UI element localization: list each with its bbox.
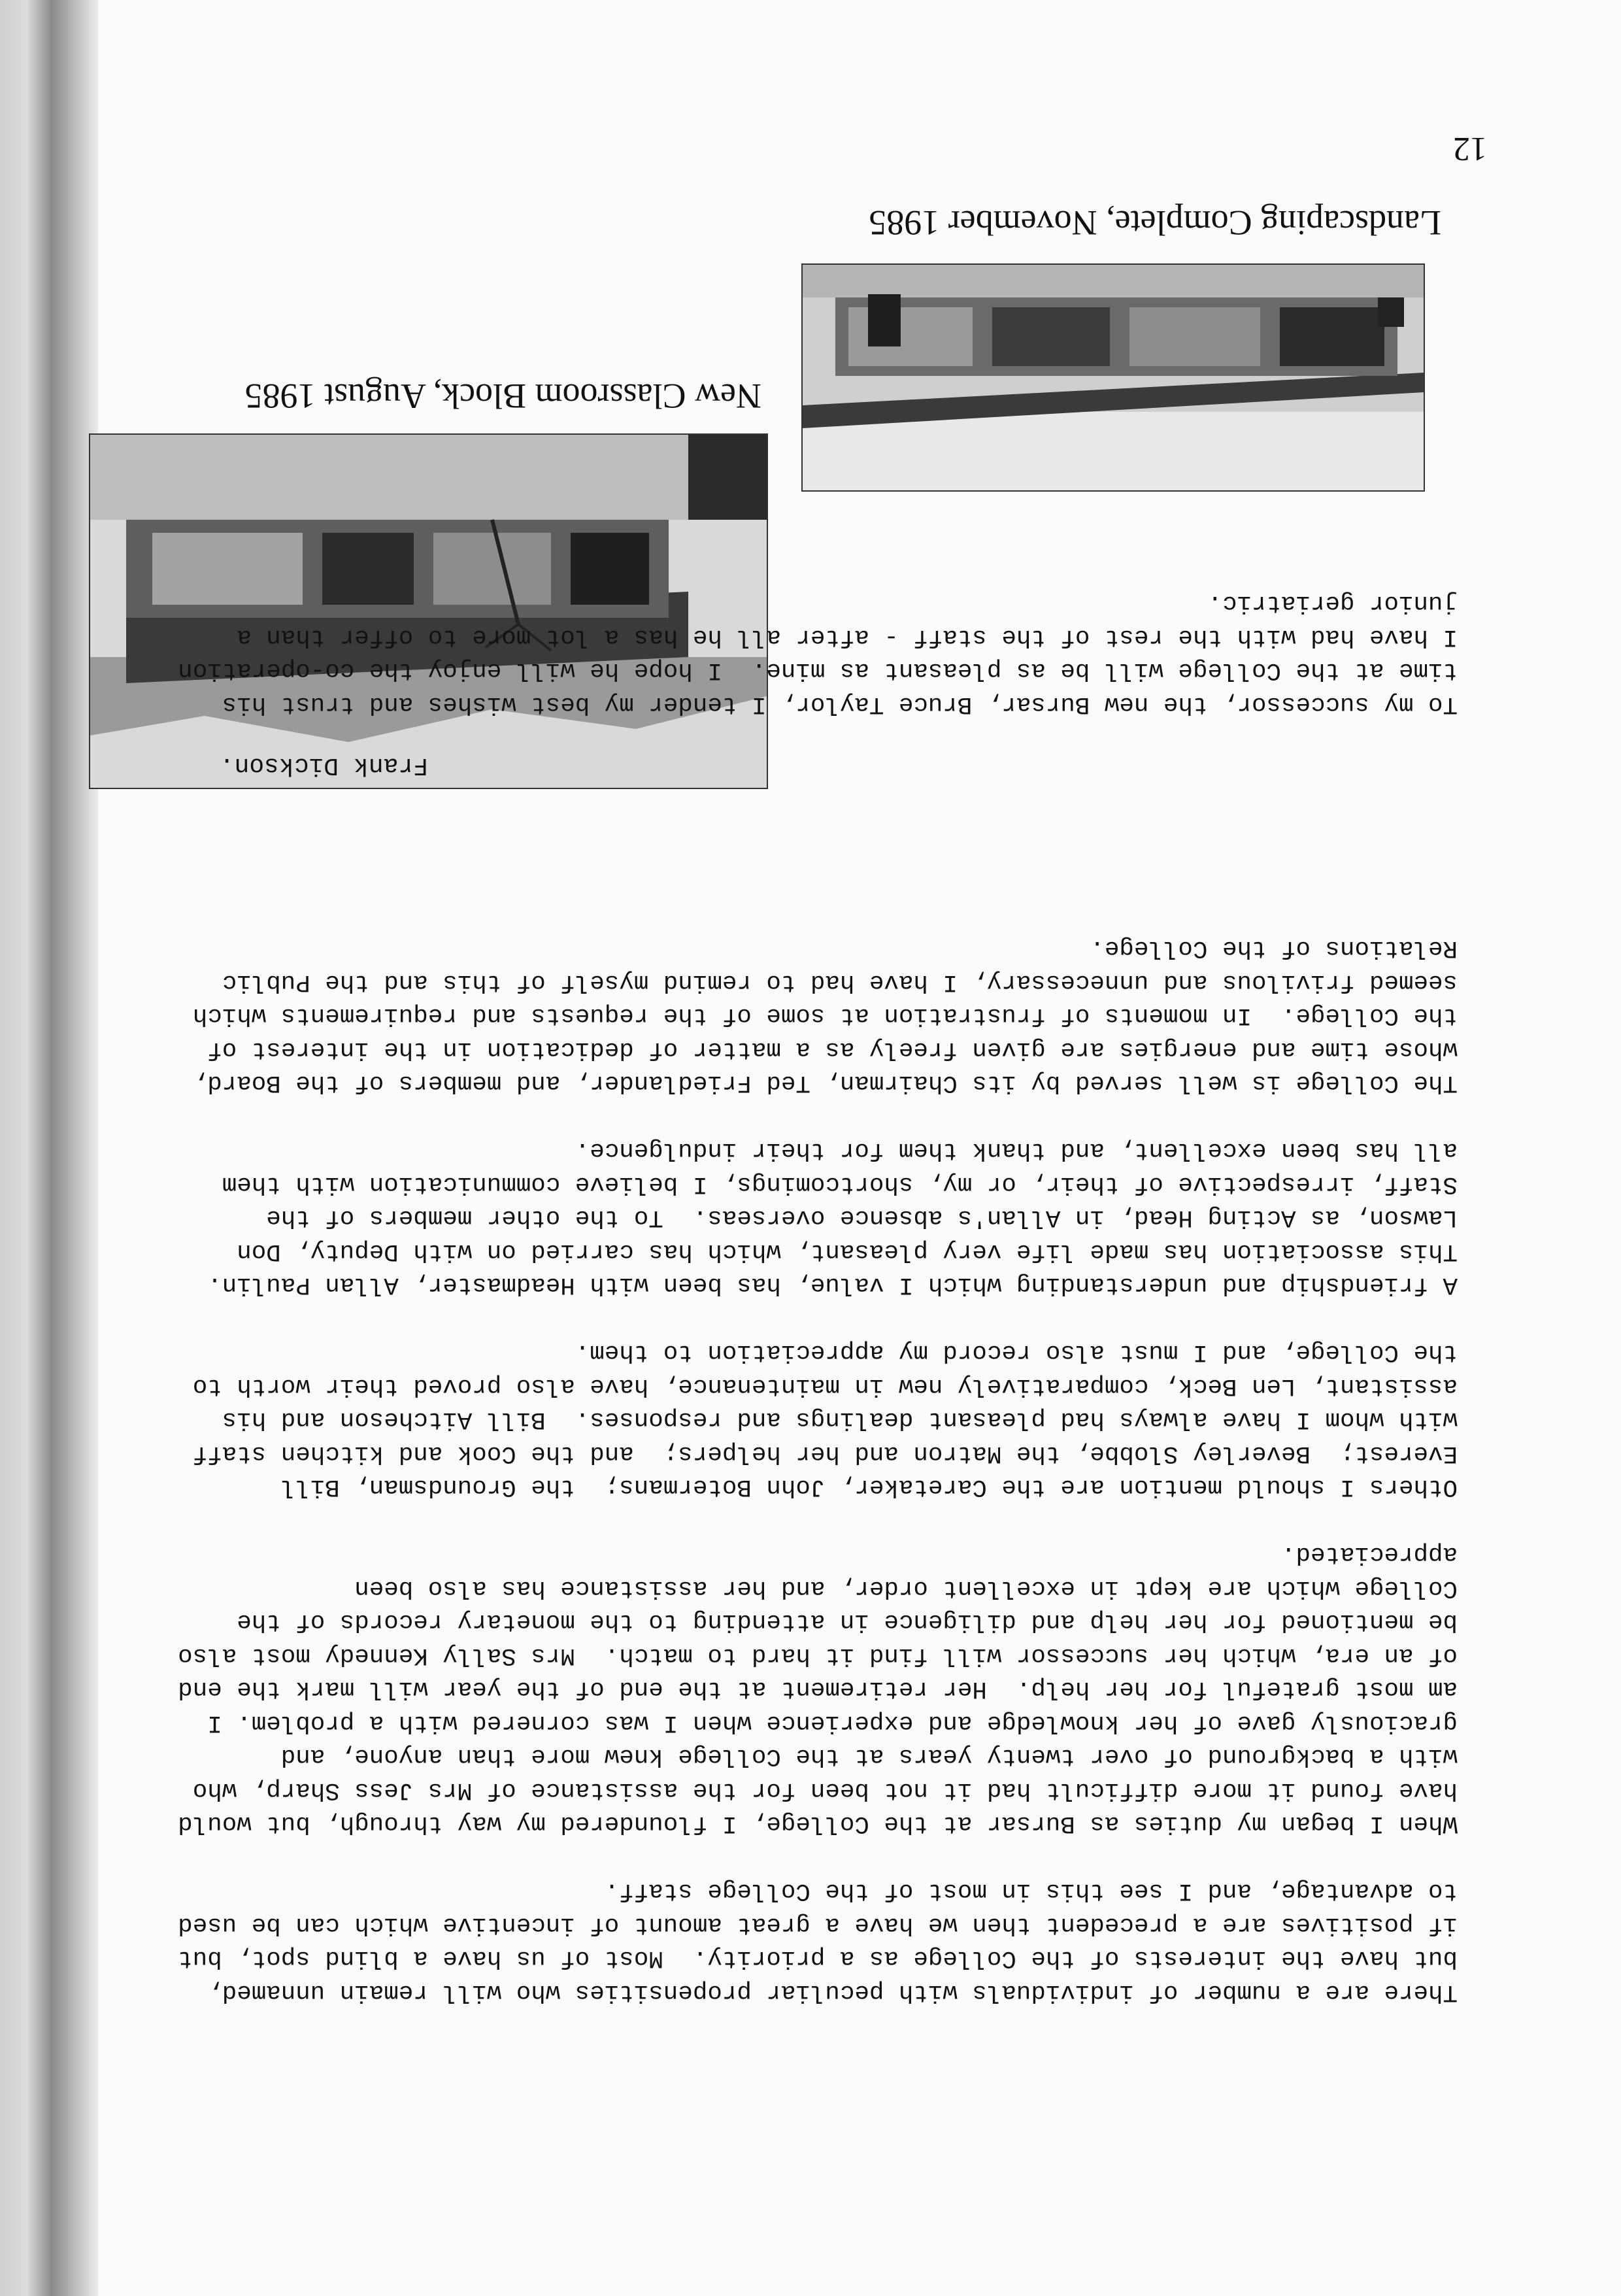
paragraph-5: The College is well served by its Chairman, Ted Friedlander, and members of the Board, whose time and energies are given freely as a matter of dedication in the interest of the College. In moments of frustration at some of the requests and requirements which seemed frivilous and unnecessary, I have had to remind myself of this and the Public Relations of the College.	[178, 934, 1458, 1097]
author-signature: Frank Dickson.	[219, 751, 428, 779]
article-body	[163, 552, 1458, 721]
paragraph-1: There are a number of individuals with peculiar propensities who will remain unnamed, but have the interests of the College as a priority. Most of us have a blind spot, but if positives are a precedent then we have a great amount of incentive which can be used to advantage, and I see this in most of the College staff.	[163, 1877, 1458, 2006]
paragraph-2: When I began my duties as Bursar at the College, I floundered my way through, but would have found it more difficult had it not been for the assistance of Mrs Jess Sharp, who with a background of over twenty years at the College knew more than anyone, and graciously gave of her knowledge and experience when I was cornered with a problem. I am most grateful for her help. Her retirement at the end of the year will mark the end of an era, which her successor will find it hard to match. Mrs Sally Kennedy most also be mentioned for her help and diligence in attending to the monetary records of the College which are kept in excellent order, and her assistance has also been appreciated.	[163, 1540, 1458, 1838]
figure-caption-classroom: New Classroom Block, August 1985	[244, 377, 761, 416]
photo-landscaping	[801, 263, 1425, 492]
page-number: 12	[1453, 130, 1487, 167]
paragraph-6: To my successor, the new Bursar, Bruce Taylor, I tender my best wishes and trust his time at the College will be as pleasant as mine. I hope he will enjoy the co-operation I have had with the rest of the staff - after all he has a lot more to offer than a junior geriatric.	[163, 589, 1458, 718]
figure-caption-landscaping: Landscaping Complete, November 1985	[869, 203, 1441, 243]
photo-landscaping-image	[803, 265, 1424, 490]
paragraph-3: Others I should mention are the Caretaker, John Botermans; the Groundsman, Bill Everest; Beverley Slobbe, the Matron and her helpers; and the Cook and kitchen staff with whom I have always had pleasant dealings and responses. Bill Aitcheson and his assistant, Len Beck, comparatively new in maintenance, have also proved their worth to the College, and I must also record my appreciation to them.	[178, 1338, 1458, 1501]
article-body-main	[163, 898, 1458, 2009]
paragraph-4: A friendship and understanding which I value, has been with Headmaster, Allan Paulin. This association has made life very pleasant, which has carried on with Deputy, Don Lawson, as Acting Head, in Allan's absence overseas. To the other members of the Staff, irrespective of their, or my, shortcomings, I believe communication with them all has been excellent, and thank them for their indulgence.	[178, 1136, 1458, 1299]
